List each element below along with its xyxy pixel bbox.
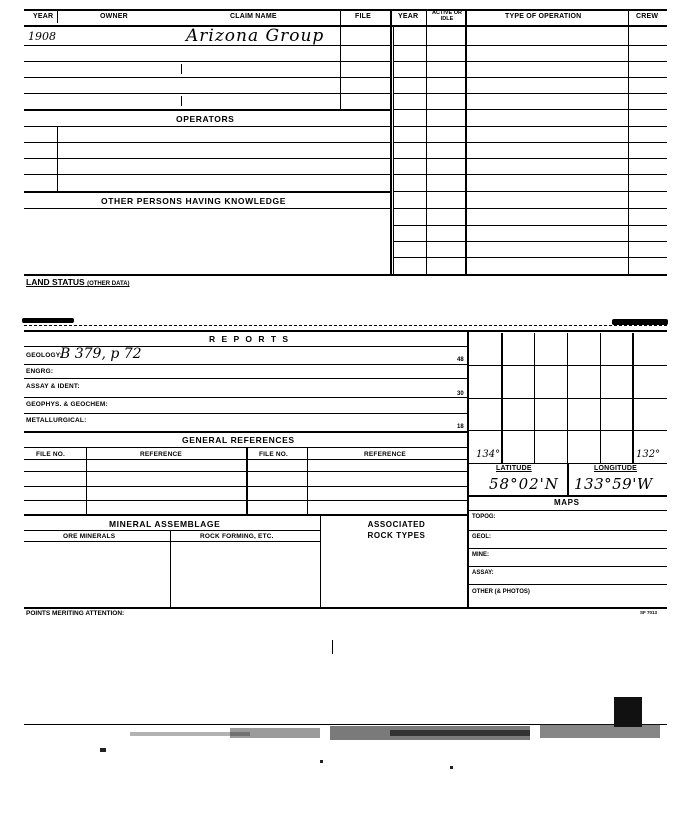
points-meriting-attention: POINTS MERITING ATTENTION: bbox=[26, 610, 125, 617]
header-rule bbox=[24, 25, 667, 27]
other-persons-heading: OTHER PERSONS HAVING KNOWLEDGE bbox=[101, 196, 287, 206]
mineral-assemblage-heading: MINERAL ASSEMBLAGE bbox=[109, 519, 221, 529]
grid-line bbox=[467, 430, 667, 431]
assay-label: ASSAY & IDENT: bbox=[26, 383, 80, 390]
scan-smudge bbox=[90, 720, 670, 770]
right-row-line bbox=[393, 241, 667, 242]
row-line bbox=[24, 77, 390, 78]
longitude-value: 133°59'W bbox=[574, 475, 653, 493]
right-row-line bbox=[393, 142, 667, 143]
reports-heading: R E P O R T S bbox=[209, 334, 291, 344]
right-row-line bbox=[393, 158, 667, 159]
grid-line bbox=[467, 495, 667, 497]
tick bbox=[181, 64, 182, 74]
row-line bbox=[24, 364, 467, 365]
latitude-value: 58°02'N bbox=[489, 475, 559, 493]
year-value: 1908 bbox=[28, 30, 56, 43]
mineral-column-line bbox=[320, 514, 321, 607]
row-line bbox=[24, 93, 390, 94]
geophys-label: GEOPHYS. & GEOCHEM: bbox=[26, 401, 108, 408]
reference-2: REFERENCE bbox=[364, 451, 406, 458]
row-line bbox=[24, 208, 390, 209]
number-48: 48 bbox=[457, 357, 464, 363]
latitude-label: LATITUDE bbox=[496, 465, 532, 472]
grid-line bbox=[467, 398, 667, 399]
header-year: YEAR bbox=[33, 13, 54, 20]
right-row-line bbox=[393, 45, 667, 46]
ref-column-line bbox=[86, 447, 87, 514]
row-line bbox=[467, 510, 667, 511]
right-row-line bbox=[393, 257, 667, 258]
associated-rock-types-heading: ASSOCIATED ROCK TYPES bbox=[367, 520, 426, 540]
reports-top-rule bbox=[24, 330, 667, 332]
row-line bbox=[24, 61, 390, 62]
reference-1: REFERENCE bbox=[140, 451, 182, 458]
maps-assay: ASSAY: bbox=[472, 570, 494, 576]
operators-heading: OPERATORS bbox=[176, 114, 235, 124]
land-status-heading: LAND STATUS (OTHER DATA) bbox=[26, 277, 130, 287]
row-line bbox=[24, 158, 390, 159]
row-line bbox=[24, 126, 390, 127]
maps-topog: TOPOG: bbox=[472, 514, 496, 520]
row-line bbox=[24, 378, 467, 379]
row-line bbox=[24, 174, 390, 175]
right-row-line bbox=[393, 93, 667, 94]
geology-value: B 379, p 72 bbox=[60, 346, 142, 362]
header-file: FILE bbox=[355, 13, 371, 20]
grid-line bbox=[467, 365, 667, 366]
right-row-line bbox=[393, 174, 667, 175]
operators-divider bbox=[57, 126, 58, 191]
longitude-label: LONGITUDE bbox=[594, 465, 638, 472]
margin-mark bbox=[22, 318, 74, 323]
bottom-rule bbox=[24, 607, 667, 609]
right-row-line bbox=[393, 109, 667, 110]
header-divider bbox=[340, 9, 341, 25]
row-line bbox=[24, 541, 320, 542]
row-line bbox=[24, 142, 390, 143]
row-line bbox=[24, 191, 390, 193]
row-line bbox=[24, 431, 467, 433]
claim-name-value: Arizona Group bbox=[186, 26, 325, 46]
right-row-line bbox=[393, 191, 667, 192]
top-border bbox=[24, 9, 667, 11]
header-year-2: YEAR bbox=[398, 13, 419, 20]
header-divider bbox=[57, 9, 58, 23]
number-18: 18 bbox=[457, 424, 464, 430]
row-line bbox=[24, 109, 390, 111]
row-line bbox=[467, 584, 667, 585]
ore-minerals-label: ORE MINERALS bbox=[63, 533, 116, 540]
right-block-border-inner bbox=[393, 25, 394, 274]
header-owner: OWNER bbox=[100, 13, 128, 20]
scan-corner-block bbox=[614, 697, 642, 727]
grid-corner-right: 132° bbox=[636, 449, 661, 460]
land-status-rule bbox=[24, 274, 667, 276]
file-column-line bbox=[340, 25, 341, 109]
file-no-2: FILE NO. bbox=[259, 451, 289, 458]
right-row-line bbox=[393, 77, 667, 78]
engrg-label: ENGRG: bbox=[26, 368, 54, 375]
metallurgical-label: METALLURGICAL: bbox=[26, 417, 87, 424]
maps-mine: MINE: bbox=[472, 552, 489, 558]
row-line bbox=[24, 514, 467, 516]
row-line bbox=[467, 566, 667, 567]
reports-top-rule bbox=[24, 325, 667, 326]
header-active-or-idle: ACTIVE OR IDLE bbox=[432, 10, 462, 22]
right-row-line bbox=[393, 225, 667, 226]
header-type-of-operation: TYPE OF OPERATION bbox=[505, 13, 582, 20]
right-row-line bbox=[393, 208, 667, 209]
general-references-heading: GENERAL REFERENCES bbox=[182, 435, 295, 445]
tick bbox=[181, 96, 182, 106]
center-mark bbox=[332, 640, 333, 654]
right-row-line bbox=[393, 61, 667, 62]
header-crew: CREW bbox=[636, 13, 659, 20]
maps-geol: GEOL: bbox=[472, 534, 491, 540]
ref-column-line bbox=[307, 447, 308, 514]
rock-forming-label: ROCK FORMING, ETC. bbox=[200, 533, 274, 540]
maps-other: OTHER (& PHOTOS) bbox=[472, 589, 530, 595]
lat-lon-divider bbox=[567, 463, 569, 495]
mineral-column-line bbox=[170, 530, 171, 607]
right-row-line bbox=[393, 126, 667, 127]
geology-label: GEOLOGY: bbox=[26, 352, 63, 359]
number-30: 30 bbox=[457, 391, 464, 397]
ref-column-line bbox=[246, 447, 248, 514]
maps-heading: MAPS bbox=[554, 498, 580, 507]
row-line bbox=[467, 530, 667, 531]
file-no-1: FILE NO. bbox=[36, 451, 66, 458]
row-line bbox=[24, 397, 467, 398]
row-line bbox=[24, 530, 320, 531]
grid-corner-left: 134° bbox=[476, 449, 501, 460]
row-line bbox=[24, 45, 390, 46]
row-line bbox=[467, 548, 667, 549]
form-number: SF 7013 bbox=[640, 610, 658, 615]
header-claim-name: CLAIM NAME bbox=[230, 13, 277, 20]
row-line bbox=[24, 413, 467, 414]
right-block-border bbox=[390, 9, 392, 274]
